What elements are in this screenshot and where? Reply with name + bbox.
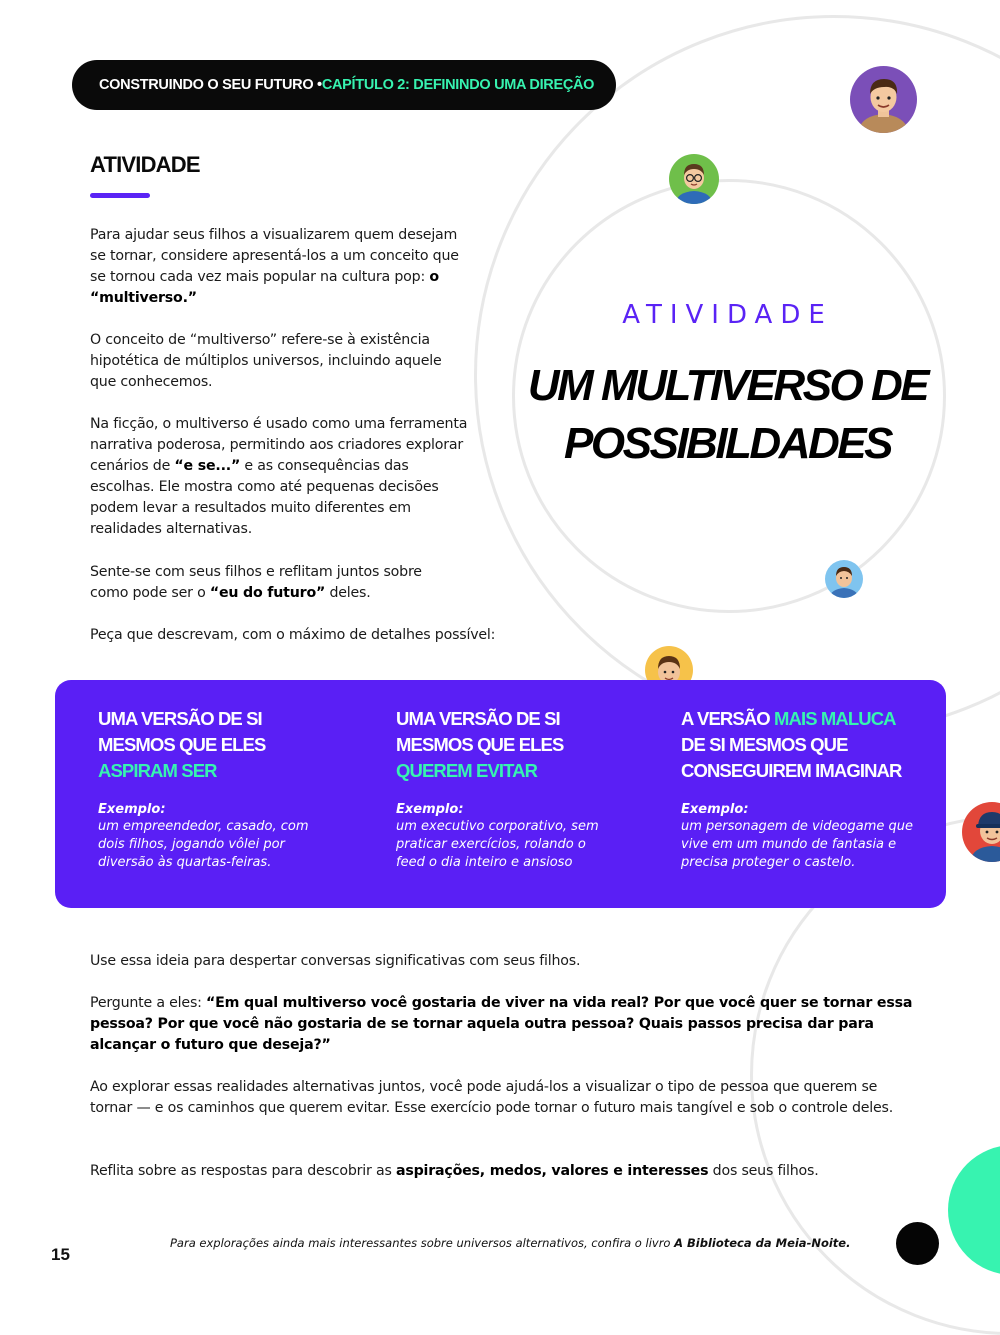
avatar-boy-glasses — [669, 154, 719, 204]
header-chapter-title: CAPÍTULO 2: DEFININDO UMA DIREÇÃO — [321, 77, 595, 93]
intro-paragraph-5: Peça que descrevam, com o máximo de detalhes possível: — [90, 627, 496, 643]
intro-paragraph-3: Na ficção, o multiverso é usado como uma ferramenta narrativa poderosa, permitindo aos criadores explorar cenários de “e se...” e as consequências das escolhas. Ele mostra como até pequenas decisões podem levar a resultados muito diferentes em realidades alternativas. — [90, 416, 468, 537]
header-book-title: CONSTRUINDO O SEU FUTURO • — [99, 77, 322, 93]
page-number: 15 — [51, 1245, 70, 1264]
version-column-avoid — [396, 706, 611, 872]
version-column-aspire — [98, 706, 313, 872]
feature-title-line-1: UM MULTIVERSO DE — [527, 361, 928, 410]
version-title-avoid: UMA VERSÃO DE SI MESMOS QUE ELES QUEREM EVITAR — [396, 708, 564, 781]
example-label: Exemplo: — [396, 802, 464, 817]
intro-paragraph-2: O conceito de “multiverso” refere-se à existência hipotética de múltiplos universos, incluindo aquele que conhecemos. — [90, 332, 442, 390]
chapter-header — [72, 60, 616, 110]
avatar-young-man — [825, 560, 863, 598]
example-label: Exemplo: — [681, 802, 749, 817]
feature-title — [500, 357, 955, 473]
example-text: um empreendedor, casado, com dois filhos, jogando vôlei por diversão às quartas-feiras. — [98, 819, 309, 870]
outro-paragraph-3: Ao explorar essas realidades alternativas juntos, você pode ajudá-los a visualizar o tipo de pessoa que querem se tornar — e os caminhos que querem evitar. Esse exercício pode tornar o futuro mais tangível e sob o controle deles. — [90, 1079, 894, 1116]
example-text: um executivo corporativo, sem praticar exercícios, rolando o feed o dia inteiro e ansioso — [396, 819, 599, 870]
outro-paragraph-2: Pergunte a eles: “Em qual multiverso você gostaria de viver na vida real? Por que você quer se tornar essa pessoa? Por que você não gostaria de se tornar aquela outra pessoa? Quais passos precisa dar para alcançar o futuro que deseja?” — [90, 995, 913, 1053]
version-title-craziest: A VERSÃO MAIS MALUCA DE SI MESMOS QUE CONSEGUIREM IMAGINAR — [681, 708, 902, 781]
decorative-black-dot — [896, 1222, 939, 1265]
intro-paragraph-1: Para ajudar seus filhos a visualizarem quem desejam se tornar, considere apresentá-los a um conceito que se tornou cada vez mais popular na cultura pop: o “multiverso.” — [90, 227, 459, 306]
feature-title-line-2: POSSIBILDADES — [564, 419, 891, 468]
version-title-aspire: UMA VERSÃO DE SI MESMOS QUE ELES ASPIRAM SER — [98, 708, 266, 781]
version-column-craziest — [681, 706, 921, 872]
example-label: Exemplo: — [98, 802, 166, 817]
example-text: um personagem de videogame que vive em um mundo de fantasia e precisa proteger o castelo. — [681, 819, 914, 870]
intro-paragraph-4: Sente-se com seus filhos e reflitam juntos sobre como pode ser o “eu do futuro” deles. — [90, 564, 422, 601]
outro-paragraph-4: Reflita sobre as respostas para descobrir as aspirações, medos, valores e interesses dos seus filhos. — [90, 1163, 819, 1179]
section-heading: ATIVIDADE — [90, 152, 200, 177]
footnote: Para explorações ainda mais interessantes sobre universos alternativos, confira o livro A Biblioteca da Meia-Noite. — [170, 1236, 851, 1250]
avatar-adult-man — [850, 66, 917, 133]
heading-underline — [90, 193, 150, 198]
feature-kicker: ATIVIDADE — [622, 300, 833, 330]
outro-paragraph-1: Use essa ideia para despertar conversas significativas com seus filhos. — [90, 953, 581, 969]
